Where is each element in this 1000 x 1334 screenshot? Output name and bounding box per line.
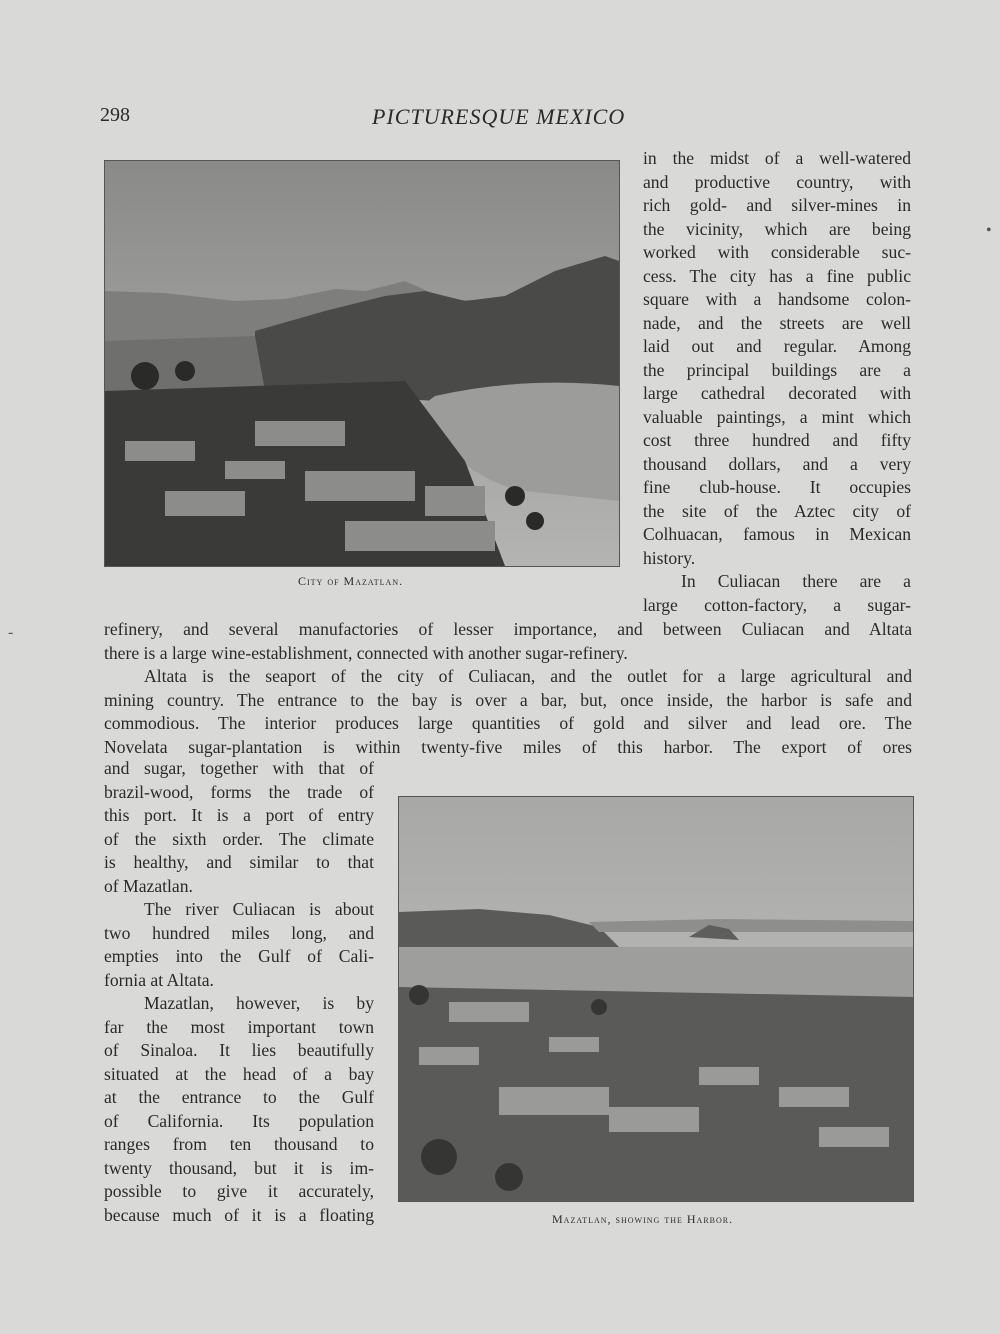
text-line: this port. It is a port of entry (104, 805, 374, 825)
text-line: history. (643, 547, 696, 568)
text-line: Mazatlan, however, is by (144, 993, 374, 1013)
margin-mark: • (986, 222, 992, 239)
text-line: at the entrance to the Gulf (104, 1087, 374, 1107)
text-line: the vicinity, which are being (643, 218, 911, 239)
text-line: Novelata sugar-plantation is within twenty-five miles of this harbor. The export of ores (104, 736, 912, 757)
caption-mazatlan-harbor: Mazatlan, showing the Harbor. (552, 1212, 734, 1226)
text-line: there is a large wine-establishment, connected with another sugar-refinery. (104, 642, 628, 663)
text-line: and sugar, together with that of (104, 758, 374, 778)
text-full-width-altata (104, 665, 912, 759)
text-line: Colhuacan, famous in Mexican (643, 524, 911, 544)
text-line: Altata is the seaport of the city of Culiacan, and the outlet for a large agricultural and (144, 666, 912, 686)
text-right-column (643, 147, 911, 617)
text-line: of Mazatlan. (104, 875, 193, 896)
text-line: valuable paintings, a mint which (643, 406, 911, 427)
photo-harbor-illustration (399, 797, 913, 1201)
text-line: The river Culiacan is about (144, 899, 374, 919)
text-line: the principal buildings are a (643, 359, 911, 380)
text-line: worked with considerable suc- (643, 242, 911, 262)
text-line: rich gold- and silver-mines in (643, 195, 911, 215)
text-line: and productive country, with (643, 171, 911, 192)
page-number: 298 (100, 104, 130, 126)
text-full-width-1 (104, 618, 912, 665)
text-line: empties into the Gulf of Cali- (104, 946, 374, 966)
text-line: in the midst of a well-watered (643, 148, 911, 168)
text-line: laid out and regular. Among (643, 336, 911, 356)
text-line: is healthy, and similar to that (104, 852, 374, 872)
text-line: commodious. The interior produces large quantities of gold and silver and lead ore. The (104, 713, 912, 733)
text-line: ranges from ten thousand to (104, 1134, 374, 1154)
text-line: cess. The city has a fine public (643, 265, 911, 286)
running-title: PICTURESQUE MEXICO (372, 104, 626, 129)
text-line: two hundred miles long, and (104, 922, 374, 943)
margin-mark: - (8, 624, 14, 641)
text-line: cost three hundred and fifty (643, 430, 911, 450)
caption-city-of-mazatlan: City of Mazatlan. (298, 574, 404, 588)
text-line: thousand dollars, and a very (643, 453, 911, 474)
text-line: twenty thousand, but it is im- (104, 1157, 374, 1178)
text-line: because much of it is a floating (104, 1204, 374, 1225)
text-left-column (104, 757, 374, 1227)
text-line: brazil-wood, forms the trade of (104, 781, 374, 802)
text-line: far the most important town (104, 1016, 374, 1037)
photo-mazatlan-harbor (398, 796, 914, 1202)
text-line: In Culiacan there are a (681, 571, 911, 591)
text-line: situated at the head of a bay (104, 1063, 374, 1084)
text-line: large cotton-factory, a sugar- (643, 594, 911, 615)
text-line: mining country. The entrance to the bay is over a bar, but, once inside, the harbor is safe and (104, 689, 912, 710)
text-line: of California. Its population (104, 1110, 374, 1131)
text-line: possible to give it accurately, (104, 1181, 374, 1201)
text-line: the site of the Aztec city of (643, 500, 911, 521)
photo-city-of-mazatlan (104, 160, 620, 567)
text-line: square with a handsome colon- (643, 289, 911, 309)
text-line: fine club-house. It occupies (643, 477, 911, 497)
text-line: large cathedral decorated with (643, 383, 911, 403)
text-line: refinery, and several manufactories of lesser importance, and between Culiacan and Altata (104, 619, 912, 639)
text-line: fornia at Altata. (104, 969, 214, 990)
text-line: of the sixth order. The climate (104, 828, 374, 849)
text-line: nade, and the streets are well (643, 312, 911, 333)
photo-city-illustration (105, 161, 619, 566)
text-line: of Sinaloa. It lies beautifully (104, 1040, 374, 1060)
